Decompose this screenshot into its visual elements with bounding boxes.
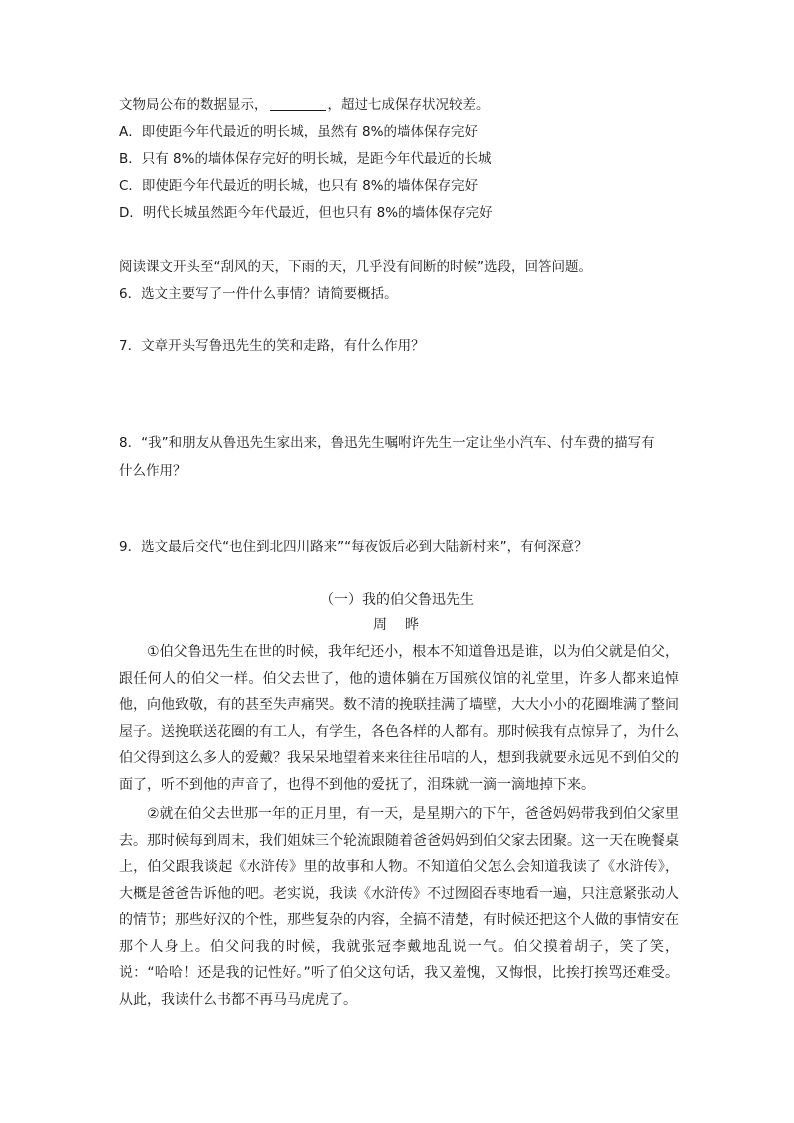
option-d: D．明代长城虽然距今年代最近，但也只有 8%的墙体保存完好 [119,205,493,221]
question-7: 7．文章开头写鲁迅先生的笑和走路，有什么作用？ [119,338,425,354]
stem-after: ，超过七成保存状况较差。 [327,97,490,113]
question-9: 9．选文最后交代“也住到北四川路来”“每夜饭后必到大陆新村来”，有何深意？ [119,539,588,555]
article-paragraph-1: ①伯父鲁迅先生在世的时候，我年纪还小，根本不知道鲁迅是谁，以为伯父就是伯父，跟任何人的伯父一样。伯父去世了，他的遗体躺在万国殡仪馆的礼堂里，许多人都来追悼他，向他致敬，有的甚至失声痛哭。数不清的挽联挂满了墙壁，大大小小的花圈堆满了整间屋子。送挽联送花圈的有工人，有学生，各色各样的人都有。那时候我有点惊异了，为什么伯父得到这么多人的爱戴？我呆呆地望着来来往往吊唁的人，想到我就要永远见不到伯父的面了，听不到他的声音了，也得不到他的爱抚了，泪珠就一滴一滴地掉下来。 [119,644,679,793]
article-paragraph-2: ②就在伯父去世那一年的正月里，有一天，是星期六的下午，爸爸妈妈带我到伯父家里去。那时候每到周末，我们姐妹三个轮流跟随着爸爸妈妈到伯父家去团聚。这一天在晚餐桌上，伯父跟我谈起《水浒传》里的故事和人物。不知道伯父怎么会知道我读了《水浒传》，大概是爸爸告诉他的吧。老实说，我读《水浒传》不过囫囵吞枣地看一遍，只注意紧张动人的情节；那些好汉的个性，那些复杂的内容，全搞不清楚，有时候还把这个人做的事情安在那个人身上。伯父问我的时候，我就张冠李戴地乱说一气。伯父摸着胡子，笑了笑，说：“哈哈！还是我的记性好。”听了伯父这句话，我又羞愧，又悔恨，比挨打挨骂还难受。从此，我读什么书都不再马马虎虎了。 [119,806,679,1008]
option-a: A．即使距今年代最近的明长城，虽然有 8%的墙体保存完好 [119,124,478,140]
answer-blank [270,96,326,111]
article-author: 周 晔 [373,617,421,633]
question-8-line-2: 什么作用？ [119,463,187,479]
option-b: B．只有 8%的墙体保存完好的明长城，是距今年代最近的长城 [119,151,492,167]
article-title: （一）我的伯父鲁迅先生 [320,592,474,608]
question-8-line-1: 8．“我”和朋友从鲁迅先生家出来，鲁迅先生嘱咐许先生一定让坐小汽车、付车费的描写有 [119,435,655,451]
stem-before: 文物局公布的数据显示， [119,97,268,113]
question-6: 6．选文主要写了一件什么事情？请简要概括。 [119,286,398,302]
option-c: C．即使距今年代最近的明长城，也只有 8%的墙体保存完好 [119,178,479,194]
reading-instructions: 阅读课文开头至“刮风的天，下雨的天，几乎没有间断的时候”选段，回答问题。 [119,259,592,275]
question-5-stem [119,95,490,115]
